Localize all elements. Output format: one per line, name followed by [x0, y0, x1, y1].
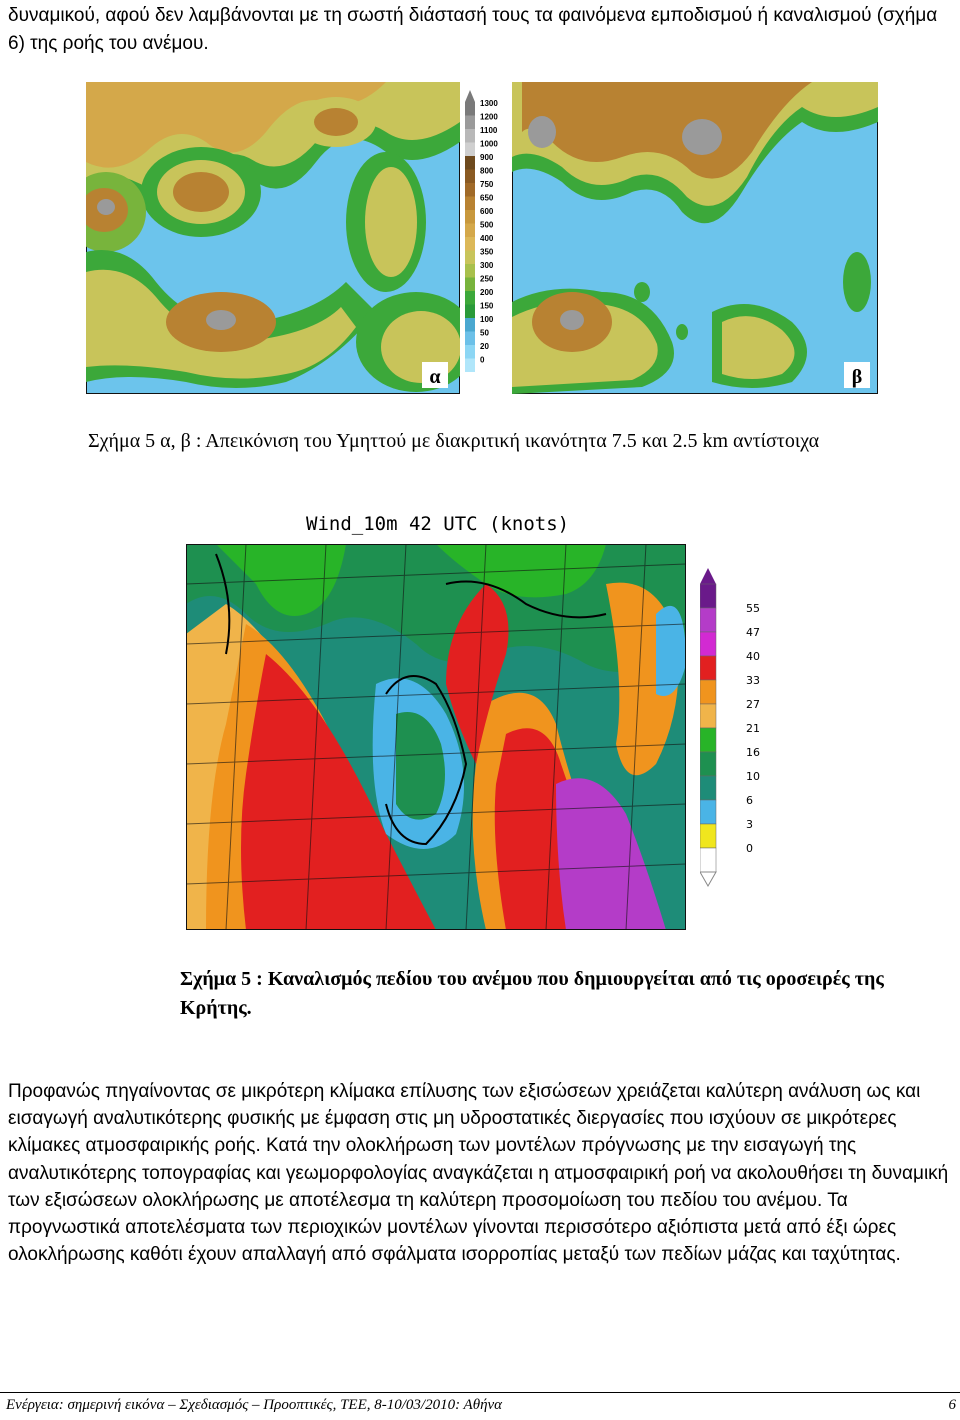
scale-swatch	[700, 584, 716, 608]
legend-label: 900	[480, 153, 494, 162]
scale-swatch	[700, 704, 716, 728]
wind-field-map	[186, 544, 686, 930]
scale-swatch	[700, 632, 716, 656]
scale-label: 21	[746, 722, 760, 735]
legend-label: 400	[480, 234, 494, 243]
legend-swatch	[465, 129, 475, 143]
legend-label: 20	[480, 342, 489, 351]
footer-text: Ενέργεια: σημερινή εικόνα – Σχεδιασμός – Προοπτικές, ΤΕΕ, 8-10/03/2010: Αθήνα	[6, 1397, 503, 1413]
legend-swatch	[465, 210, 475, 224]
scale-label: 3	[746, 818, 753, 831]
legend-swatch	[465, 278, 475, 292]
legend-swatch	[465, 170, 475, 184]
scale-swatch	[700, 800, 716, 824]
legend-swatch	[465, 143, 475, 157]
scale-label: 55	[746, 602, 760, 615]
legend-swatch	[465, 251, 475, 265]
scale-label: 0	[746, 842, 753, 855]
scale-label: 10	[746, 770, 760, 783]
scale-label: 33	[746, 674, 760, 687]
legend-label: 200	[480, 288, 494, 297]
legend-swatch	[465, 305, 475, 319]
scale-swatch	[700, 656, 716, 680]
legend-label: 600	[480, 207, 494, 216]
legend-label: 300	[480, 261, 494, 270]
legend-swatch	[465, 318, 475, 332]
legend-swatch	[465, 102, 475, 116]
legend-swatch	[465, 291, 475, 305]
legend-label: 800	[480, 166, 494, 176]
panel-b-label: β	[851, 366, 863, 388]
legend-label: 500	[480, 220, 494, 230]
scale-label: 40	[746, 650, 760, 663]
wind-chart-title: Wind_10m 42 UTC (knots)	[306, 513, 570, 535]
legend-swatch	[465, 197, 475, 211]
legend-label: 0	[480, 355, 485, 365]
scale-swatch	[700, 728, 716, 752]
scale-label: 16	[746, 746, 760, 759]
legend-label: 1000	[480, 139, 498, 149]
page-number: 6	[948, 1397, 956, 1413]
topography-map-b	[512, 82, 878, 394]
legend-label: 1200	[480, 112, 498, 122]
legend-swatch	[465, 359, 475, 373]
legend-swatch	[465, 237, 475, 251]
scale-swatch	[700, 824, 716, 848]
legend-label: 350	[480, 247, 494, 257]
legend-label: 50	[480, 328, 489, 338]
scale-swatch	[700, 848, 716, 872]
legend-label: 750	[480, 180, 494, 189]
legend-label: 150	[480, 301, 494, 311]
legend-swatch	[465, 224, 475, 238]
intro-paragraph: δυναμικού, αφού δεν λαμβάνονται με τη σωστή διάστασή τους τα φαινόμενα εμποδισμού ή καναλισμού (σχήμα 6) της ροής του ανέμου.	[8, 5, 938, 54]
legend-label: 250	[480, 274, 494, 284]
panel-a-label: α	[429, 366, 441, 388]
legend-swatch	[465, 264, 475, 278]
scale-swatch	[700, 752, 716, 776]
legend-swatch	[465, 183, 475, 197]
legend-label: 650	[480, 193, 494, 203]
figure-5ab-caption: Σχήμα 5 α, β : Απεικόνιση του Υμηττού με διακριτική ικανότητα 7.5 και 2.5 km αντίστοιχα	[88, 430, 820, 452]
scale-label: 47	[746, 626, 760, 639]
legend-label: 100	[480, 315, 494, 324]
legend-label: 1100	[480, 126, 498, 135]
scale-label: 27	[746, 698, 760, 711]
legend-label: 1300	[480, 99, 498, 108]
legend-swatch	[465, 156, 475, 170]
scale-swatch	[700, 608, 716, 632]
page-footer	[0, 1392, 960, 1417]
legend-swatch	[465, 116, 475, 130]
topography-map-a	[86, 82, 460, 394]
wind-speed-scale	[700, 568, 770, 888]
legend-swatch	[465, 332, 475, 346]
figure-5-caption: Σχήμα 5 : Καναλισμός πεδίου του ανέμου που δημιουργείται από τις οροσειρές της Κρήτης.	[180, 968, 884, 1019]
legend-swatch	[465, 345, 475, 359]
body-paragraph: Προφανώς πηγαίνοντας σε μικρότερη κλίμακα επίλυσης των εξισώσεων χρειάζεται καλύτερη ανάλυση ως και εισαγωγή αναλυτικότερης φυσικής με έμφαση στις μη υδροστατικές διεργασίες που ισχύουν σε μικρότερες κλίμακες ατμοσφαιρικής ροής. Κατά την ολοκλήρωση των μοντέλων πρόγνωσης με την εισαγωγή της αναλυτικότερης τοπογραφίας και γεωμορφολογίας αναγκάζεται η ατμοσφαιρική ροή να ακολουθήσει τη δυναμική των εξισώσεων ολοκλήρωσης με αποτέλεσμα τη καλύτερη προσομοίωση του πεδίου του ανέμου. Τα προγνωστικά αποτελέσματα των περιοχικών μοντέλων γίνονται περισσότερο αξιόπιστα μετά από έξι ώρες ολοκλήρωσης καθότι έχουν απαλλαγή από σφάλματα ισορροπίας μεταξύ των πεδίων μάζας και ταχύτητας.	[8, 1081, 949, 1266]
scale-swatch	[700, 680, 716, 704]
elevation-legend	[462, 90, 510, 380]
scale-label: 6	[746, 794, 753, 807]
scale-swatch	[700, 776, 716, 800]
